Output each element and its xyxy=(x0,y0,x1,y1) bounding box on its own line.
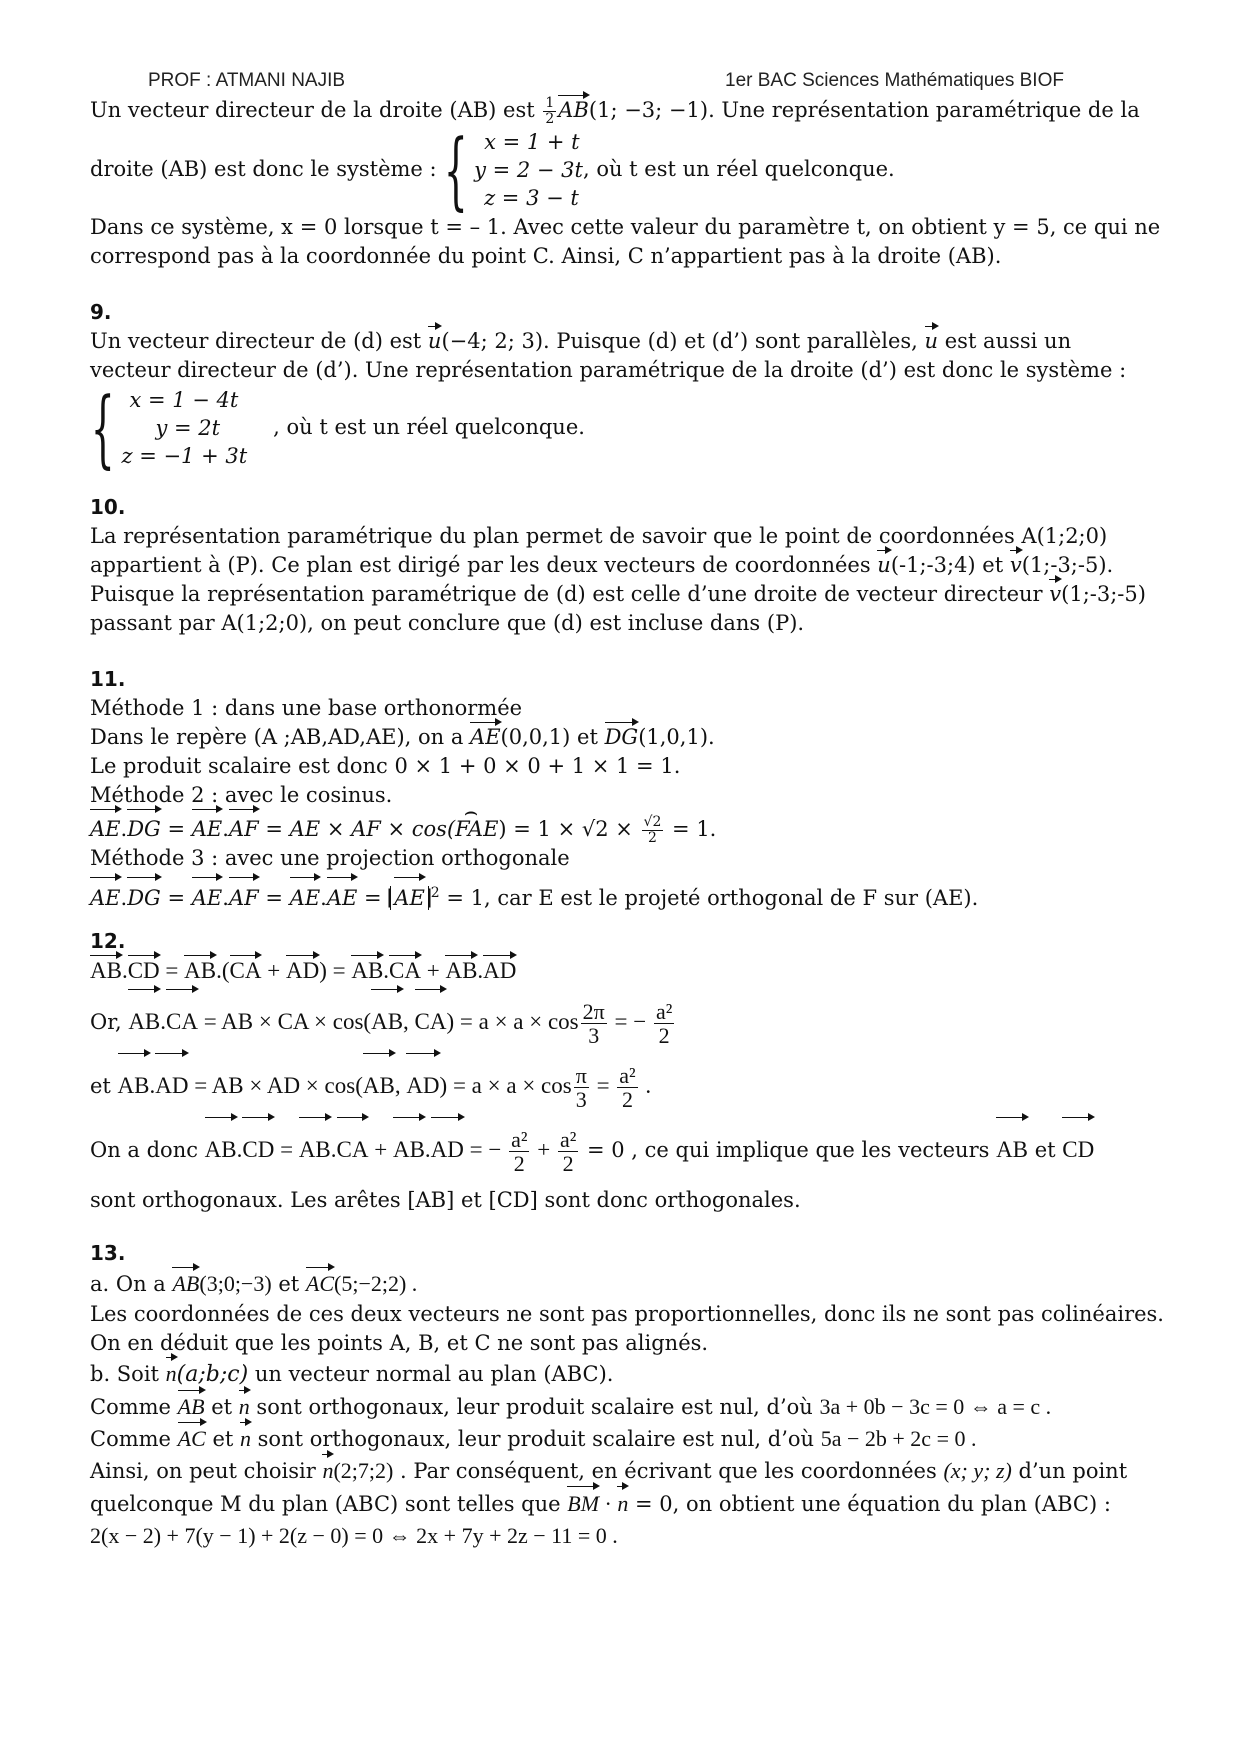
p8-system-line: droite (AB) est donc le système : { x = 1 + t y = 2 − 3t z = 3 − t , où t est un réel quelconque. xyxy=(90,120,895,219)
p11-line2: Le produit scalaire est donc 0 × 1 + 0 × 0 + 1 × 1 = 1. xyxy=(90,753,681,778)
p12-eq2: Or, AB.CA = AB × CA × cos(AB, CA) = a × a × cos $\frac{2\pi}{3}$ = − $\frac{\text{a²}}{2}$ xyxy=(90,990,1170,1054)
p9-line2: vecteur directeur de (d’). Une représentation paramétrique de la droite (d’) est donc le système : xyxy=(90,357,1127,382)
fraction-half: $\frac{1}{2}$ xyxy=(545,95,555,127)
p12-line5: sont orthogonaux. Les arêtes [AB] et [CD] sont donc orthogonales. xyxy=(90,1187,801,1212)
parametric-system-ab: { x = 1 + t y = 2 − 3t z = 3 − t xyxy=(443,120,583,219)
p10-line3: Puisque la représentation paramétrique de (d) est celle d’une droite de vecteur directeur v(1;-3;-5) xyxy=(90,580,1170,609)
fraction-sqrt2-over-2: $\frac{√2}{2}$ xyxy=(643,814,662,846)
section-title-10: 10. xyxy=(90,494,126,519)
p12-eq1: AB.CD = AB.(CA + AD) = AB.CA + AB.AD xyxy=(90,956,1170,986)
p11-eq-cosine: AE.DG = AE.AF = AE × AF × cos(⌢ FAE) = 1 × √2 × $\frac{√2}{2}$ = 1. xyxy=(90,810,1170,844)
p11-method2: Méthode 2 : avec le cosinus. xyxy=(90,782,393,807)
p13-line1: a. On a AB(3;0;−3) et AC(5;−2;2) . xyxy=(90,1268,1170,1300)
vector-v: v xyxy=(1010,551,1022,580)
left-brace-icon: { xyxy=(443,120,468,219)
left-brace-icon: { xyxy=(90,378,115,477)
p13-line2: Les coordonnées de ces deux vecteurs ne sont pas proportionnelles, donc ils ne sont pas colinéaires. xyxy=(90,1301,1164,1326)
p12-eq4: On a donc AB.CD = AB.CA + AB.AD = − $\frac{\text{a²}}{2}$ + $\frac{\text{a²}}{2}$ = 0 , ce qui implique que les vecteurs AB et CD xyxy=(90,1118,1170,1182)
p10-line2: appartient à (P). Ce plan est dirigé par les deux vecteurs de coordonnées u(-1;-3;4) et v(1;-3;-5). xyxy=(90,551,1170,580)
vector-u: u xyxy=(428,327,442,356)
section-title-13: 13. xyxy=(90,1240,126,1265)
p13-line8: quelconque M du plan (ABC) sont telles que BM · n = 0, on obtient une équation du plan (ABC) : xyxy=(90,1487,1170,1521)
vector-ab: AB xyxy=(558,96,589,125)
p11-line1: Dans le repère (A ;AB,AD,AE), on a AE(0,0,1) et DG(1,0,1). xyxy=(90,723,1170,752)
parametric-system-d-prime: { x = 1 − 4t y = 2t z = −1 + 3t xyxy=(90,378,248,477)
section-title-12: 12. xyxy=(90,928,126,953)
p9-system-line: { x = 1 − 4t y = 2t z = −1 + 3t , où t est un réel quelconque. xyxy=(84,385,1170,471)
vector-dg: DG xyxy=(605,723,639,752)
p13-line9: 2(x − 2) + 7(y − 1) + 2(z − 0) = 0 ⇔ 2x + 7y + 2z − 11 = 0 . xyxy=(90,1522,618,1548)
p13-line3: On en déduit que les points A, B, et C ne sont pas alignés. xyxy=(90,1330,709,1355)
vector-u: u xyxy=(877,551,891,580)
angle-fae: ⌢ FAE xyxy=(455,810,498,848)
p8-line3: Dans ce système, x = 0 lorsque t = – 1. Avec cette valeur du paramètre t, on obtient y = 5, ce qui ne xyxy=(90,214,1161,239)
vector-u: u xyxy=(925,327,939,356)
p8-line4: correspond pas à la coordonnée du point C. Ainsi, C n’appartient pas à la droite (AB). xyxy=(90,243,1002,268)
p13-line4: b. Soit n(a;b;c) un vecteur normal au plan (ABC). xyxy=(90,1358,1170,1391)
header-author: PROF : ATMANI NAJIB xyxy=(148,70,346,91)
vector-v: v xyxy=(1049,580,1061,609)
p13-line6: Comme AC et n sont orthogonaux, leur produit scalaire est nul, d’où 5a − 2b + 2c = 0 . xyxy=(90,1423,1170,1455)
p13-line7: Ainsi, on peut choisir n(2;7;2) . Par conséquent, en écrivant que les coordonnées (x; y; z) d’un point xyxy=(90,1455,1170,1487)
p11-method1: Méthode 1 : dans une base orthonormée xyxy=(90,695,523,720)
p8-line1: Un vecteur directeur de la droite (AB) est $\frac{1}{2}$ AB(1; −3; −1). Une représentation paramétrique de la xyxy=(90,95,1140,127)
norm-ae: AE xyxy=(390,886,429,910)
p11-eq-projection: AE.DG = AE.AF = AE.AE = AE $^2$ = 1, car E est le projeté orthogonal de F sur (AE). xyxy=(90,873,1170,909)
p12-eq3: et AB.AD = AB × AD × cos(AB, AD) = a × a × cos $\frac{\pi}{3}$ = $\frac{\text{a²}}{2}$ . xyxy=(90,1054,1170,1118)
section-title-11: 11. xyxy=(90,666,126,691)
document-body xyxy=(90,96,1170,1551)
p13-line5: Comme AB et n sont orthogonaux, leur produit scalaire est nul, d’où 3a + 0b − 3c = 0 ⇔ a = c . xyxy=(90,1391,1170,1423)
section-title-9: 9. xyxy=(90,299,112,324)
p10-line1: La représentation paramétrique du plan permet de savoir que le point de coordonnées A(1;2;0) xyxy=(90,523,1108,548)
p10-line4: passant par A(1;2;0), on peut conclure que (d) est incluse dans (P). xyxy=(90,610,805,635)
p11-method3: Méthode 3 : avec une projection orthogonale xyxy=(90,845,570,870)
header-class: 1er BAC Sciences Mathématiques BIOF xyxy=(725,70,1064,91)
p9-line1: Un vecteur directeur de (d) est u(−4; 2; 3). Puisque (d) et (d’) sont parallèles, u est aussi un xyxy=(90,327,1170,356)
vector-ae: AE xyxy=(470,723,501,752)
